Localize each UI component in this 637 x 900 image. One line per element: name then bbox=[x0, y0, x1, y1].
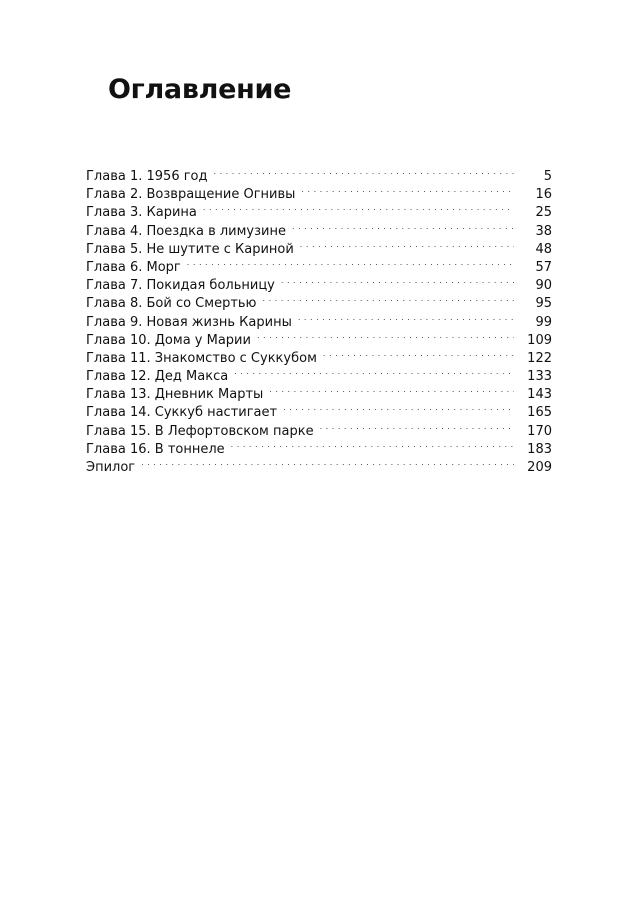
toc-entry-label: Глава 13. Дневник Марты bbox=[86, 387, 264, 403]
toc-entry-page: 109 bbox=[527, 332, 552, 348]
toc-entry-label: Глава 10. Дома у Марии bbox=[86, 332, 251, 348]
dot-leader bbox=[292, 217, 514, 235]
toc-entry-label: Эпилог bbox=[86, 460, 136, 475]
toc-entry-page: 38 bbox=[535, 223, 552, 239]
toc-entry-page: 165 bbox=[527, 405, 552, 421]
toc-entry-label: Глава 11. Знакомство с Суккубом bbox=[86, 350, 317, 366]
toc-entry-page: 143 bbox=[527, 387, 552, 403]
toc-entry-page: 90 bbox=[535, 278, 552, 294]
dot-leader bbox=[203, 198, 514, 216]
toc-entry-17 bbox=[86, 453, 552, 475]
toc-entry-page: 133 bbox=[527, 369, 552, 385]
dot-leader bbox=[141, 453, 514, 471]
toc-entry-label: Глава 9. Новая жизнь Карины bbox=[86, 314, 292, 330]
toc-entry-label: Глава 12. Дед Макса bbox=[86, 369, 229, 385]
toc-entry-page: 57 bbox=[535, 259, 552, 275]
dot-leader bbox=[320, 417, 514, 435]
toc-entry-page: 122 bbox=[527, 350, 552, 366]
toc-entry-page: 170 bbox=[527, 423, 552, 439]
toc-entry-page: 48 bbox=[535, 241, 552, 257]
toc-entry-page: 25 bbox=[535, 205, 552, 221]
dot-leader bbox=[301, 180, 514, 198]
dot-leader bbox=[187, 253, 514, 271]
dot-leader bbox=[298, 308, 514, 326]
toc-entry-label: Глава 5. Не шутите с Кариной bbox=[86, 241, 294, 257]
dot-leader bbox=[269, 380, 514, 398]
dot-leader bbox=[257, 326, 514, 344]
toc-entry-label: Глава 4. Поездка в лимузине bbox=[86, 223, 286, 239]
toc-entry-label: Глава 1. 1956 год bbox=[86, 169, 208, 184]
toc-entry-label: Глава 15. В Лефортовском парке bbox=[86, 423, 314, 439]
dot-leader bbox=[300, 235, 514, 253]
dot-leader bbox=[323, 344, 514, 362]
dot-leader bbox=[234, 362, 514, 380]
toc-entry-page: 95 bbox=[535, 296, 552, 312]
toc-entry-label: Глава 3. Карина bbox=[86, 205, 197, 221]
dot-leader bbox=[283, 398, 514, 416]
toc-entry-label: Глава 2. Возвращение Огнивы bbox=[86, 187, 296, 203]
toc-entry-label: Глава 16. В тоннеле bbox=[86, 441, 225, 457]
dot-leader bbox=[281, 271, 514, 289]
toc-entry-label: Глава 14. Суккуб настигает bbox=[86, 405, 278, 421]
toc-entry-page: 16 bbox=[535, 187, 552, 203]
dot-leader bbox=[263, 289, 515, 307]
toc-entry-label: Глава 7. Покидая больницу bbox=[86, 278, 275, 294]
toc-entry-1 bbox=[86, 162, 552, 184]
toc-entry-label: Глава 6. Морг bbox=[86, 259, 181, 275]
toc-entry-page: 209 bbox=[527, 460, 552, 475]
dot-leader bbox=[231, 435, 514, 453]
toc-entry-page: 183 bbox=[527, 441, 552, 457]
table-of-contents bbox=[86, 162, 552, 475]
toc-entry-page: 99 bbox=[535, 314, 552, 330]
toc-entry-label: Глава 8. Бой со Смертью bbox=[86, 296, 257, 312]
page-title: Оглавление bbox=[108, 74, 292, 105]
dot-leader bbox=[214, 162, 515, 180]
toc-entry-page: 5 bbox=[543, 169, 552, 184]
